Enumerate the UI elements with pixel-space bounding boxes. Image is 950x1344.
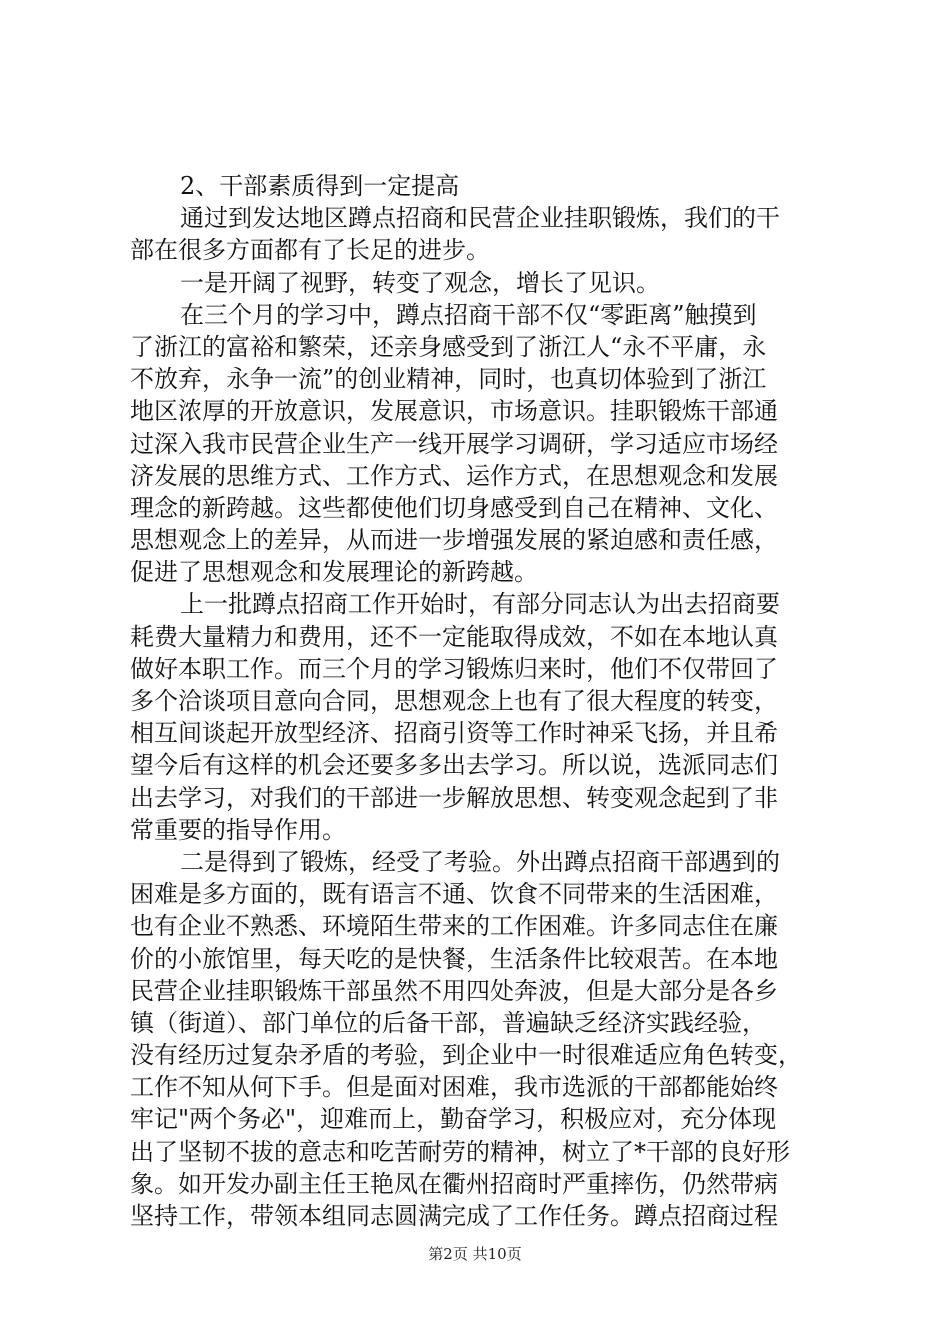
text-line: 民营企业挂职锻炼干部虽然不用四处奔波，但是大部分是各乡 [130, 976, 778, 1005]
text-line: 2、干部素质得到一定提高 [180, 172, 460, 200]
text-line: 过深入我市民营企业生产一线开展学习调研，学习适应市场经 [130, 429, 778, 458]
text-line: 地区浓厚的开放意识，发展意识，市场意识。挂职锻炼干部通 [130, 397, 778, 426]
text-line: 常重要的指导作用。 [130, 815, 346, 844]
text-line: 困难是多方面的，既有语言不通、饮食不同带来的生活困难， [130, 880, 778, 909]
text-line: 部在很多方面都有了长足的进步。 [130, 236, 490, 265]
text-line: 价的小旅馆里，每天吃的是快餐，生活条件比较艰苦。在本地 [130, 944, 778, 973]
text-line: 不放弃，永争一流”的创业精神，同时，也真切体验到了浙江 [130, 365, 767, 394]
text-line: 没有经历过复杂矛盾的考验，到企业中一时很难适应角色转变， [130, 1041, 802, 1070]
text-line: 镇（街道）、部门单位的后备干部，普遍缺乏经济实践经验， [130, 1008, 766, 1037]
text-line: 在三个月的学习中，蹲点招商干部不仅“零距离”触摸到 [180, 300, 757, 329]
text-line: 促进了思想观念和发展理论的新跨越。 [130, 558, 538, 587]
text-line: 了浙江的富裕和繁荣，还亲身感受到了浙江人“永不平庸，永 [130, 332, 767, 361]
text-line: 相互间谈起开放型经济、招商引资等工作时神采飞扬，并且希 [130, 719, 778, 748]
text-line: 通过到发达地区蹲点招商和民营企业挂职锻炼，我们的干 [180, 204, 780, 233]
text-line: 出了坚韧不拔的意志和吃苦耐劳的精神，树立了*干部的良好形 [130, 1137, 790, 1166]
body-text [130, 170, 830, 1232]
text-line: 理念的新跨越。这些都使他们切身感受到自己在精神、文化、 [130, 493, 778, 522]
text-line: 一是开阔了视野，转变了观念，增长了见识。 [180, 268, 660, 297]
page-footer: 第2页 共10页 [428, 1245, 522, 1263]
text-line: 耗费大量精力和费用，还不一定能取得成效，不如在本地认真 [130, 622, 778, 651]
text-line: 望今后有这样的机会还要多多出去学习。所以说，选派同志们 [130, 751, 778, 780]
text-line: 牢记"两个务必"，迎难而上，勤奋学习，积极应对，充分体现 [130, 1105, 777, 1134]
text-line: 做好本职工作。而三个月的学习锻炼归来时，他们不仅带回了 [130, 654, 778, 683]
text-line: 思想观念上的差异，从而进一步增强发展的紧迫感和责任感， [130, 526, 778, 555]
text-line: 也有企业不熟悉、环境陌生带来的工作困难。许多同志住在廉 [130, 912, 778, 941]
text-line: 济发展的思维方式、工作方式、运作方式，在思想观念和发展 [130, 461, 778, 490]
text-line: 多个洽谈项目意向合同，思想观念上也有了很大程度的转变， [130, 687, 778, 715]
text-line: 上一批蹲点招商工作开始时，有部分同志认为出去招商要 [180, 590, 780, 619]
text-line: 工作不知从何下手。但是面对困难，我市选派的干部都能始终 [130, 1073, 778, 1102]
text-line: 二是得到了锻炼，经受了考验。外出蹲点招商干部遇到的 [180, 847, 780, 876]
text-line: 坚持工作，带领本组同志圆满完成了工作任务。蹲点招商过程 [130, 1202, 778, 1230]
text-line: 出去学习，对我们的干部进一步解放思想、转变观念起到了非 [130, 783, 778, 812]
text-line: 象。如开发办副主任王艳凤在衢州招商时严重摔伤，仍然带病 [130, 1169, 778, 1198]
